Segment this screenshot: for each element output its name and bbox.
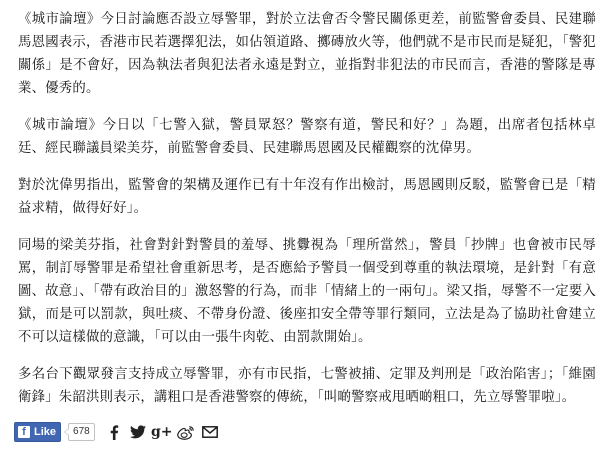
email-icon[interactable] (201, 423, 219, 441)
article-paragraph: 《城市論壇》今日討論應否設立辱警罪，對於立法會否令警民關係更差，前監警會委員、民建聯馬恩國表示，香港市民若選擇犯法，如佔領道路、擲磚放火等，他們就不是市民而是疑犯，「警犯關係」是不會好，因為執法者與犯法者永遠是對立，並指對非犯法的市民而言，香港的警隊是專業、優秀的。 (18, 12, 596, 96)
twitter-icon[interactable] (129, 423, 147, 441)
facebook-like-button[interactable] (14, 422, 61, 442)
article-paragraph: 《城市論壇》今日以「七警入獄，警員眾怒？警察有道，警民和好？」為題，出席者包括林卓廷、經民聯議員梁美芬，前監警會委員、民建聯馬恩國及民權觀察的沈偉男。 (18, 118, 596, 156)
share-bar (14, 422, 219, 442)
article-body (18, 8, 596, 423)
google-plus-glyph: g+ (150, 424, 173, 440)
article-paragraph: 多名台下觀眾發言支持成立辱警罪，亦有市民指，七警被捕、定罪及判刑是「政治陷害」；「維園衛鋒」朱韶洪則表示，講粗口是香港警察的傳統，「叫啲警察戒甩晒啲粗口，先立辱警罪啦」。 (18, 367, 596, 405)
like-label: Like (34, 426, 57, 438)
facebook-icon[interactable] (105, 423, 123, 441)
weibo-icon[interactable] (177, 423, 195, 441)
like-count-badge: 678 (68, 423, 95, 441)
article-paragraph: 對於沈偉男指出，監警會的架構及運作已有十年沒有作出檢討，馬恩國則反駁，監警會已是「精益求精，做得好好」。 (18, 178, 596, 216)
google-plus-icon[interactable] (150, 423, 173, 441)
facebook-logo-icon: f (18, 426, 30, 438)
article-paragraph: 同場的梁美芬指，社會對針對警員的羞辱、挑釁視為「理所當然」，警員「抄牌」也會被市民辱罵，制訂辱警罪是希望社會重新思考，是否應給予警員一個受到尊重的執法環境，是針對「有意圖、故意」、「帶有政治目的」激怒警的行為，而非「情緒上的一兩句」。梁又指，辱警不一定要入獄，而是可以罰款，與吐痰、不帶身份證、後座扣安全帶等罪行類同，立法是為了協助社會建立不可以這樣做的意識，「可以由一張牛肉乾、由罰款開始」。 (18, 238, 596, 345)
